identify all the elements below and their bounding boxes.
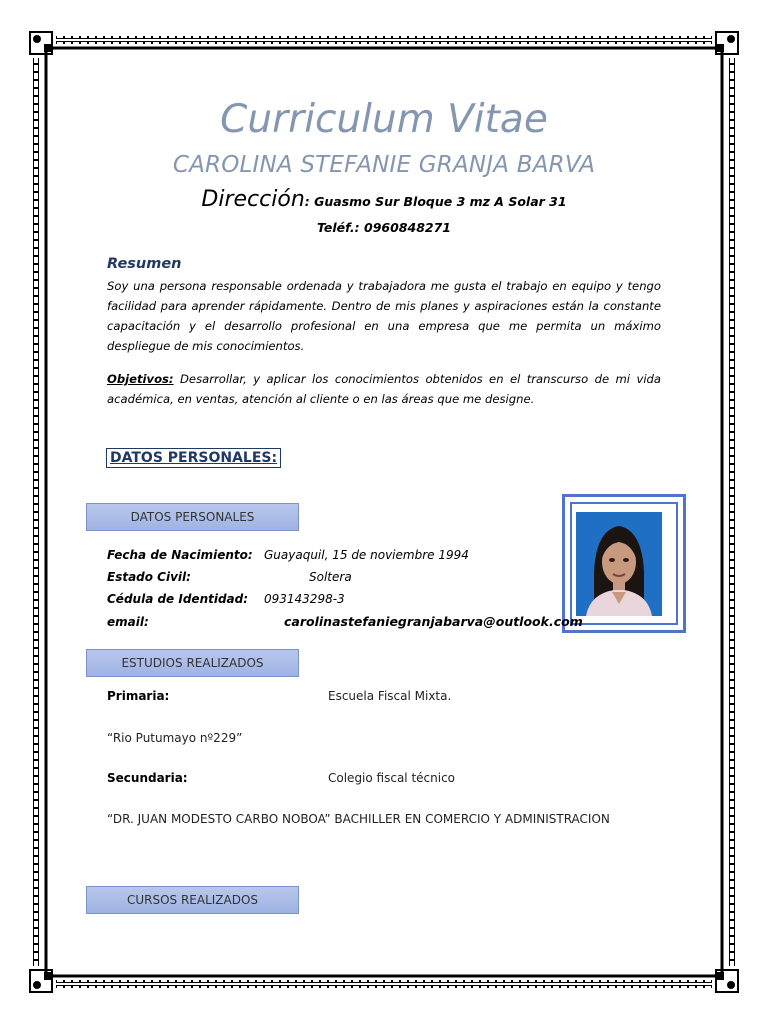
address-value: : Guasmo Sur Bloque 3 mz A Solar 31: [304, 194, 567, 209]
secundaria-school-name: “DR. JUAN MODESTO CARBO NOBOA” BACHILLER EN COMERCIO Y ADMINISTRACION: [107, 812, 610, 826]
primaria-school-name: “Rio Putumayo nº229”: [107, 731, 243, 745]
objetivos-text: Desarrollar, y aplicar los conocimientos obtenidos en el transcurso de mi vida académica, en ventas, atención al cliente o en las áreas que me designe.: [107, 372, 661, 406]
candidate-name: CAROLINA STEFANIE GRANJA BARVA: [172, 152, 596, 178]
field-label-birth: Fecha de Nacimiento:: [107, 548, 253, 562]
field-value-email: carolinastefaniegranjabarva@outlook.com: [284, 614, 583, 629]
secundaria-value: Colegio fiscal técnico: [328, 771, 456, 785]
resumen-heading: Resumen: [107, 256, 182, 272]
field-value-cedula: 093143298-3: [264, 592, 345, 606]
field-label-cedula: Cédula de Identidad:: [107, 592, 249, 606]
field-value-civil: Soltera: [309, 570, 352, 584]
field-label-email: email:: [107, 615, 149, 629]
phone-line: Teléf.: 0960848271: [317, 220, 451, 235]
address-line: [0, 187, 768, 212]
field-label-civil: Estado Civil:: [107, 570, 191, 584]
resumen-text: Soy una persona responsable ordenada y trabajadora me gusta el trabajo en equipo y tengo facilidad para aprender rápidamente. Dentro de mis planes y aspiraciones están la constante capacitación y el desarrollo profesional en una empresa que me permita un máximo despliegue de mis conocimientos.: [107, 279, 661, 353]
profile-photo: [576, 512, 662, 616]
document-title: Curriculum Vitae: [220, 97, 548, 142]
objetivos-label: Objetivos:: [107, 372, 174, 386]
section-bar-cursos: CURSOS REALIZADOS: [86, 886, 299, 914]
secundaria-label: Secundaria:: [107, 771, 188, 785]
field-value-birth: Guayaquil, 15 de noviembre 1994: [264, 548, 469, 562]
section-bar-estudios: ESTUDIOS REALIZADOS: [86, 649, 299, 677]
section-bar-datos-personales: DATOS PERSONALES: [86, 503, 299, 531]
primaria-label: Primaria:: [107, 689, 170, 703]
primaria-value: Escuela Fiscal Mixta.: [328, 689, 452, 703]
objetivos-paragraph: [107, 369, 661, 409]
address-label: Dirección: [201, 187, 305, 212]
datos-personales-heading: DATOS PERSONALES:: [106, 448, 281, 468]
profile-photo-frame: [562, 494, 686, 633]
